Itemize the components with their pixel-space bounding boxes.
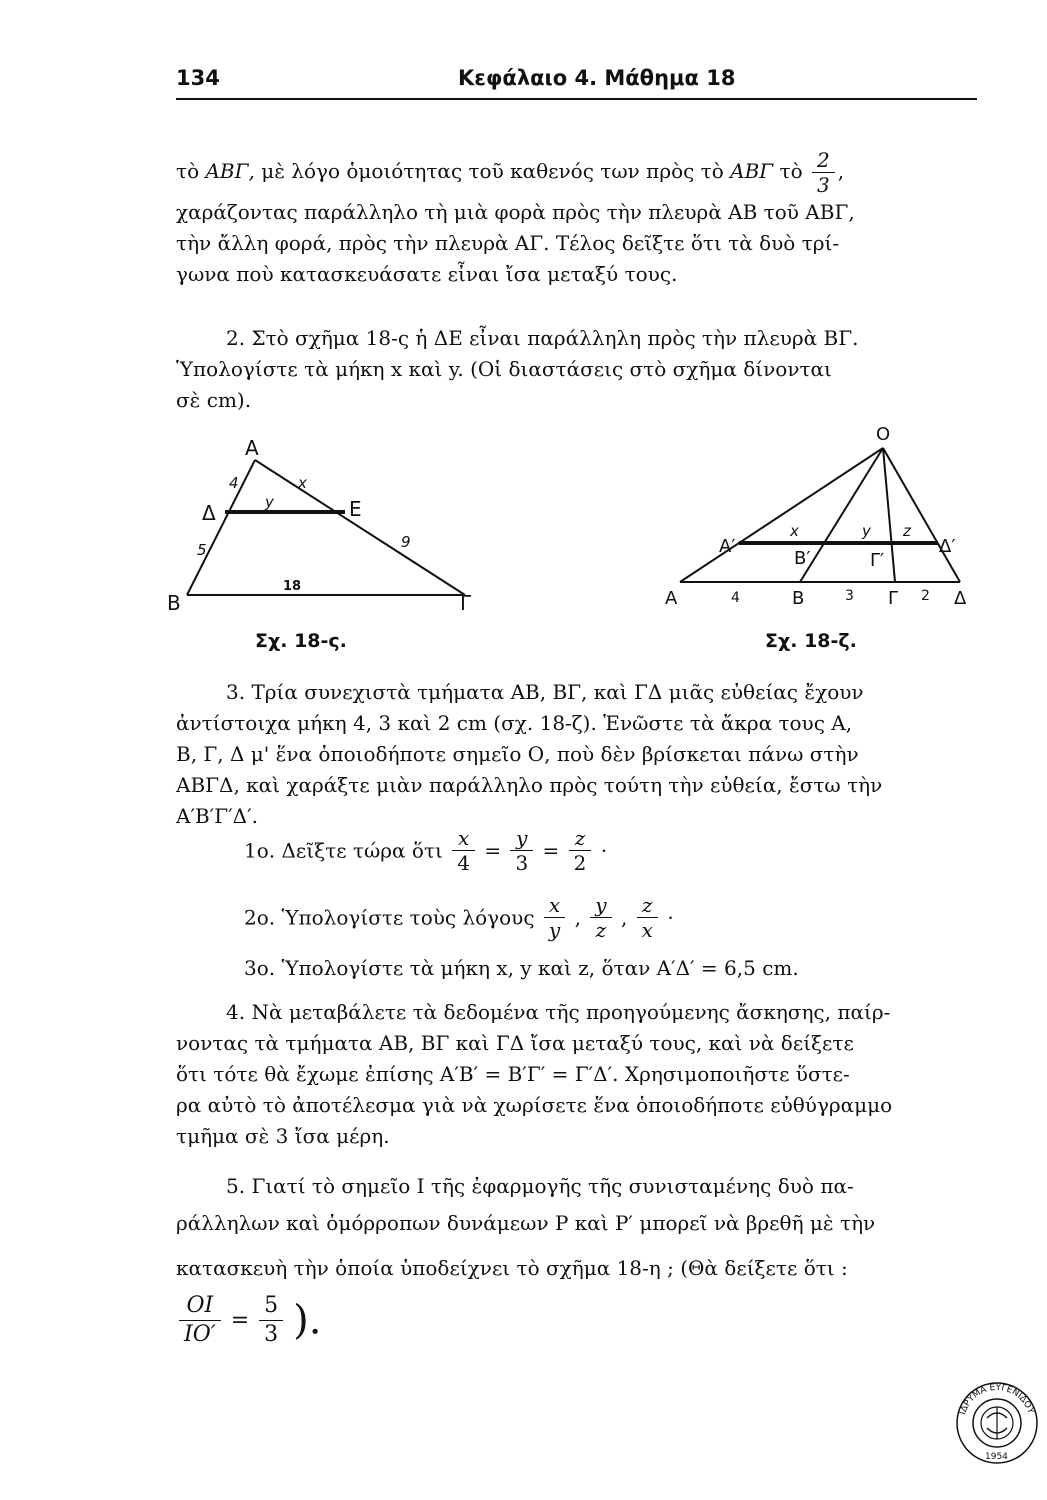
label-y: y xyxy=(862,522,871,540)
ray-OG xyxy=(883,448,895,582)
intro-paragraph xyxy=(176,148,984,290)
figure-18-z-caption: Σχ. 18-ζ. xyxy=(765,630,857,652)
label-A: Α xyxy=(665,588,678,609)
figure-18-z xyxy=(655,420,985,610)
label-O: Ο xyxy=(876,424,891,445)
intro-line-2: χαράζοντας παράλληλο τὴ μιὰ φορὰ πρὸς τὴν πλευρὰ ΑΒ τοῦ ΑΒΓ, xyxy=(176,200,855,224)
label-y: y xyxy=(265,493,274,511)
ex2-line-2: Ὑπολογίστε τὰ μήκη x καὶ y. (Οἱ διαστάσεις στὸ σχῆμα δίνονται xyxy=(176,357,832,381)
ex5-line-2: ράλληλων καὶ ὁμόρροπων δυνάμεων P καὶ P′ μπορεῖ νὰ βρεθῆ μὲ τὴν xyxy=(176,1211,876,1235)
ray-OD xyxy=(883,448,960,582)
page-header xyxy=(176,66,977,100)
ex3-line-4: ΑΒΓΔ, καὶ χαράξτε μιὰν παράλληλο πρὸς τούτη τὴν εὐθεία, ἔστω τὴν xyxy=(176,773,883,797)
ex2-line-1: 2. Στὸ σχῆμα 18-ς ἡ ΔΕ εἶναι παράλληλη πρὸς τὴν πλευρὰ ΒΓ. xyxy=(226,326,859,350)
ex3-line-1: 3. Τρία συνεχιστὰ τμήματα ΑΒ, ΒΓ, καὶ ΓΔ μιᾶς εὐθείας ἔχουν xyxy=(226,680,864,704)
label-B1: Β′ xyxy=(794,548,811,569)
fraction-y-over-z: $\frac{y}{z}$ xyxy=(590,893,611,942)
ex3-line-5: Α′Β′Γ′Δ′. xyxy=(176,804,258,828)
figure-18-s xyxy=(165,430,495,615)
label-3: 3 xyxy=(845,588,854,604)
label-B: Β xyxy=(167,591,181,615)
ex5-formula: $\frac{OI}{IO'}$ = $\frac{5}{3}$ ). xyxy=(176,1292,322,1349)
ex4-line-4: ρα αὐτὸ τὸ ἀποτέλεσμα γιὰ νὰ χωρίσετε ἕνα ὁποιοδήποτε εὐθύγραμμο xyxy=(176,1093,893,1117)
ex5-line-3: κατασκευὴ τὴν ὁποία ὑποδείχνει τὸ σχῆμα 18-η ; (Θὰ δείξετε ὅτι : xyxy=(176,1256,848,1280)
label-G1: Γ′ xyxy=(870,550,885,571)
ex4-line-2: νοντας τὰ τμήματα ΑΒ, ΒΓ καὶ ΓΔ ἴσα μεταξύ τους, καὶ νὰ δείξετε xyxy=(176,1031,854,1055)
fraction-5-over-3: $\frac{5}{3}$ xyxy=(259,1292,283,1349)
label-4: 4 xyxy=(731,590,740,606)
ex5-line-1: 5. Γιατί τὸ σημεῖο Ι τῆς ἐφαρμογῆς τῆς συνισταμένης δυὸ πα- xyxy=(226,1174,854,1198)
ex2-line-3: σὲ cm). xyxy=(176,388,252,412)
fraction-y-over-3: $\frac{y}{3}$ xyxy=(510,826,533,875)
label-A: Α xyxy=(245,436,259,460)
seal-emblem-icon xyxy=(952,1378,1042,1468)
ex4-line-3: ὅτι τότε θὰ ἔχωμε ἐπίσης Α′Β′ = Β′Γ′ = Γ′Δ′. Χρησιμοποιῆστε ὕστε- xyxy=(176,1062,850,1086)
exercise-5 xyxy=(176,1168,984,1287)
side-AB xyxy=(187,460,255,595)
fraction-OI-over-IO1: $\frac{OI}{IO'}$ xyxy=(179,1292,221,1349)
exercise-4 xyxy=(176,997,984,1152)
exercise-3 xyxy=(176,677,984,832)
label-2: 2 xyxy=(921,588,930,604)
label-D: Δ xyxy=(202,501,216,525)
label-G: Γ xyxy=(888,588,899,609)
fraction-x-over-y: $\frac{x}{y}$ xyxy=(544,893,565,942)
label-5: 5 xyxy=(197,541,207,559)
ex3-question-1: 1ο. Δεῖξτε τώρα ὅτι $\frac{x}{4}$ = $\frac{y}{3}$ = $\frac{z}{2}$ · xyxy=(244,826,608,875)
label-G: Γ xyxy=(460,591,472,615)
running-title: Κεφάλαιο 4. Μάθημα 18 xyxy=(458,66,736,90)
label-4: 4 xyxy=(229,474,239,492)
intro-line-1: τὸ ΑΒΓ, μὲ λόγο ὁμοιότητας τοῦ καθενός των πρὸς τὸ ΑΒΓ τὸ $\frac{2}{3}$ , xyxy=(176,148,845,197)
label-D1: Δ′ xyxy=(939,536,956,557)
ex3-question-3: 3ο. Ὑπολογίστε τὰ μήκη x, y καὶ z, ὅταν Α′Δ′ = 6,5 cm. xyxy=(244,956,799,980)
intro-line-4: γωνα ποὺ κατασκευάσατε εἶναι ἴσα μεταξύ τους. xyxy=(176,262,678,286)
label-D: Δ xyxy=(954,588,967,609)
ray-OA xyxy=(680,448,883,582)
label-x: x xyxy=(790,522,799,540)
label-x: x xyxy=(298,474,307,492)
ex4-line-1: 4. Νὰ μεταβάλετε τὰ δεδομένα τῆς προηγούμενης ἄσκησης, παίρ- xyxy=(226,1000,891,1024)
fraction-x-over-4: $\frac{x}{4}$ xyxy=(452,826,475,875)
svg-text:ΙΔΡΥΜΑ ΕΥΓΕΝΙΔΟΥ: ΙΔΡΥΜΑ ΕΥΓΕΝΙΔΟΥ xyxy=(958,1382,1036,1416)
ratio-fraction: $\frac{2}{3}$ xyxy=(812,148,835,197)
fraction-z-over-x: $\frac{z}{x}$ xyxy=(637,893,658,942)
intro-line-3: τὴν ἄλλη φορά, πρὸς τὴν πλευρὰ ΑΓ. Τέλος δεῖξτε ὅτι τὰ δυὸ τρί- xyxy=(176,231,840,255)
label-A1: Α′ xyxy=(719,536,736,557)
figure-18-s-drawing xyxy=(165,430,495,615)
exercise-2 xyxy=(176,323,984,416)
label-E: Ε xyxy=(349,497,362,521)
label-B: Β xyxy=(792,588,805,609)
figure-18-z-drawing xyxy=(655,420,985,610)
fraction-z-over-2: $\frac{z}{2}$ xyxy=(569,826,592,875)
svg-text:1954: 1954 xyxy=(985,1452,1008,1462)
ex3-question-2: 2ο. Ὑπολογίστε τοὺς λόγους $\frac{x}{y}$ , $\frac{y}{z}$ , $\frac{z}{x}$ · xyxy=(244,893,674,942)
foundation-seal xyxy=(952,1378,1042,1468)
label-z: z xyxy=(903,522,911,540)
label-9: 9 xyxy=(401,533,411,551)
page-number: 134 xyxy=(176,66,220,90)
figure-18-s-caption: Σχ. 18-ς. xyxy=(255,630,347,652)
ex4-line-5: τμῆμα σὲ 3 ἴσα μέρη. xyxy=(176,1124,390,1148)
ex3-line-2: ἀντίστοιχα μήκη 4, 3 καὶ 2 cm (σχ. 18-ζ). Ἑνῶστε τὰ ἄκρα τους Α, xyxy=(176,711,853,735)
label-18: 18 xyxy=(283,579,302,594)
ex3-line-3: Β, Γ, Δ μ' ἕνα ὁποιοδήποτε σημεῖο Ο, ποὺ δὲν βρίσκεται πάνω στὴν xyxy=(176,742,859,766)
side-AG xyxy=(255,460,465,595)
